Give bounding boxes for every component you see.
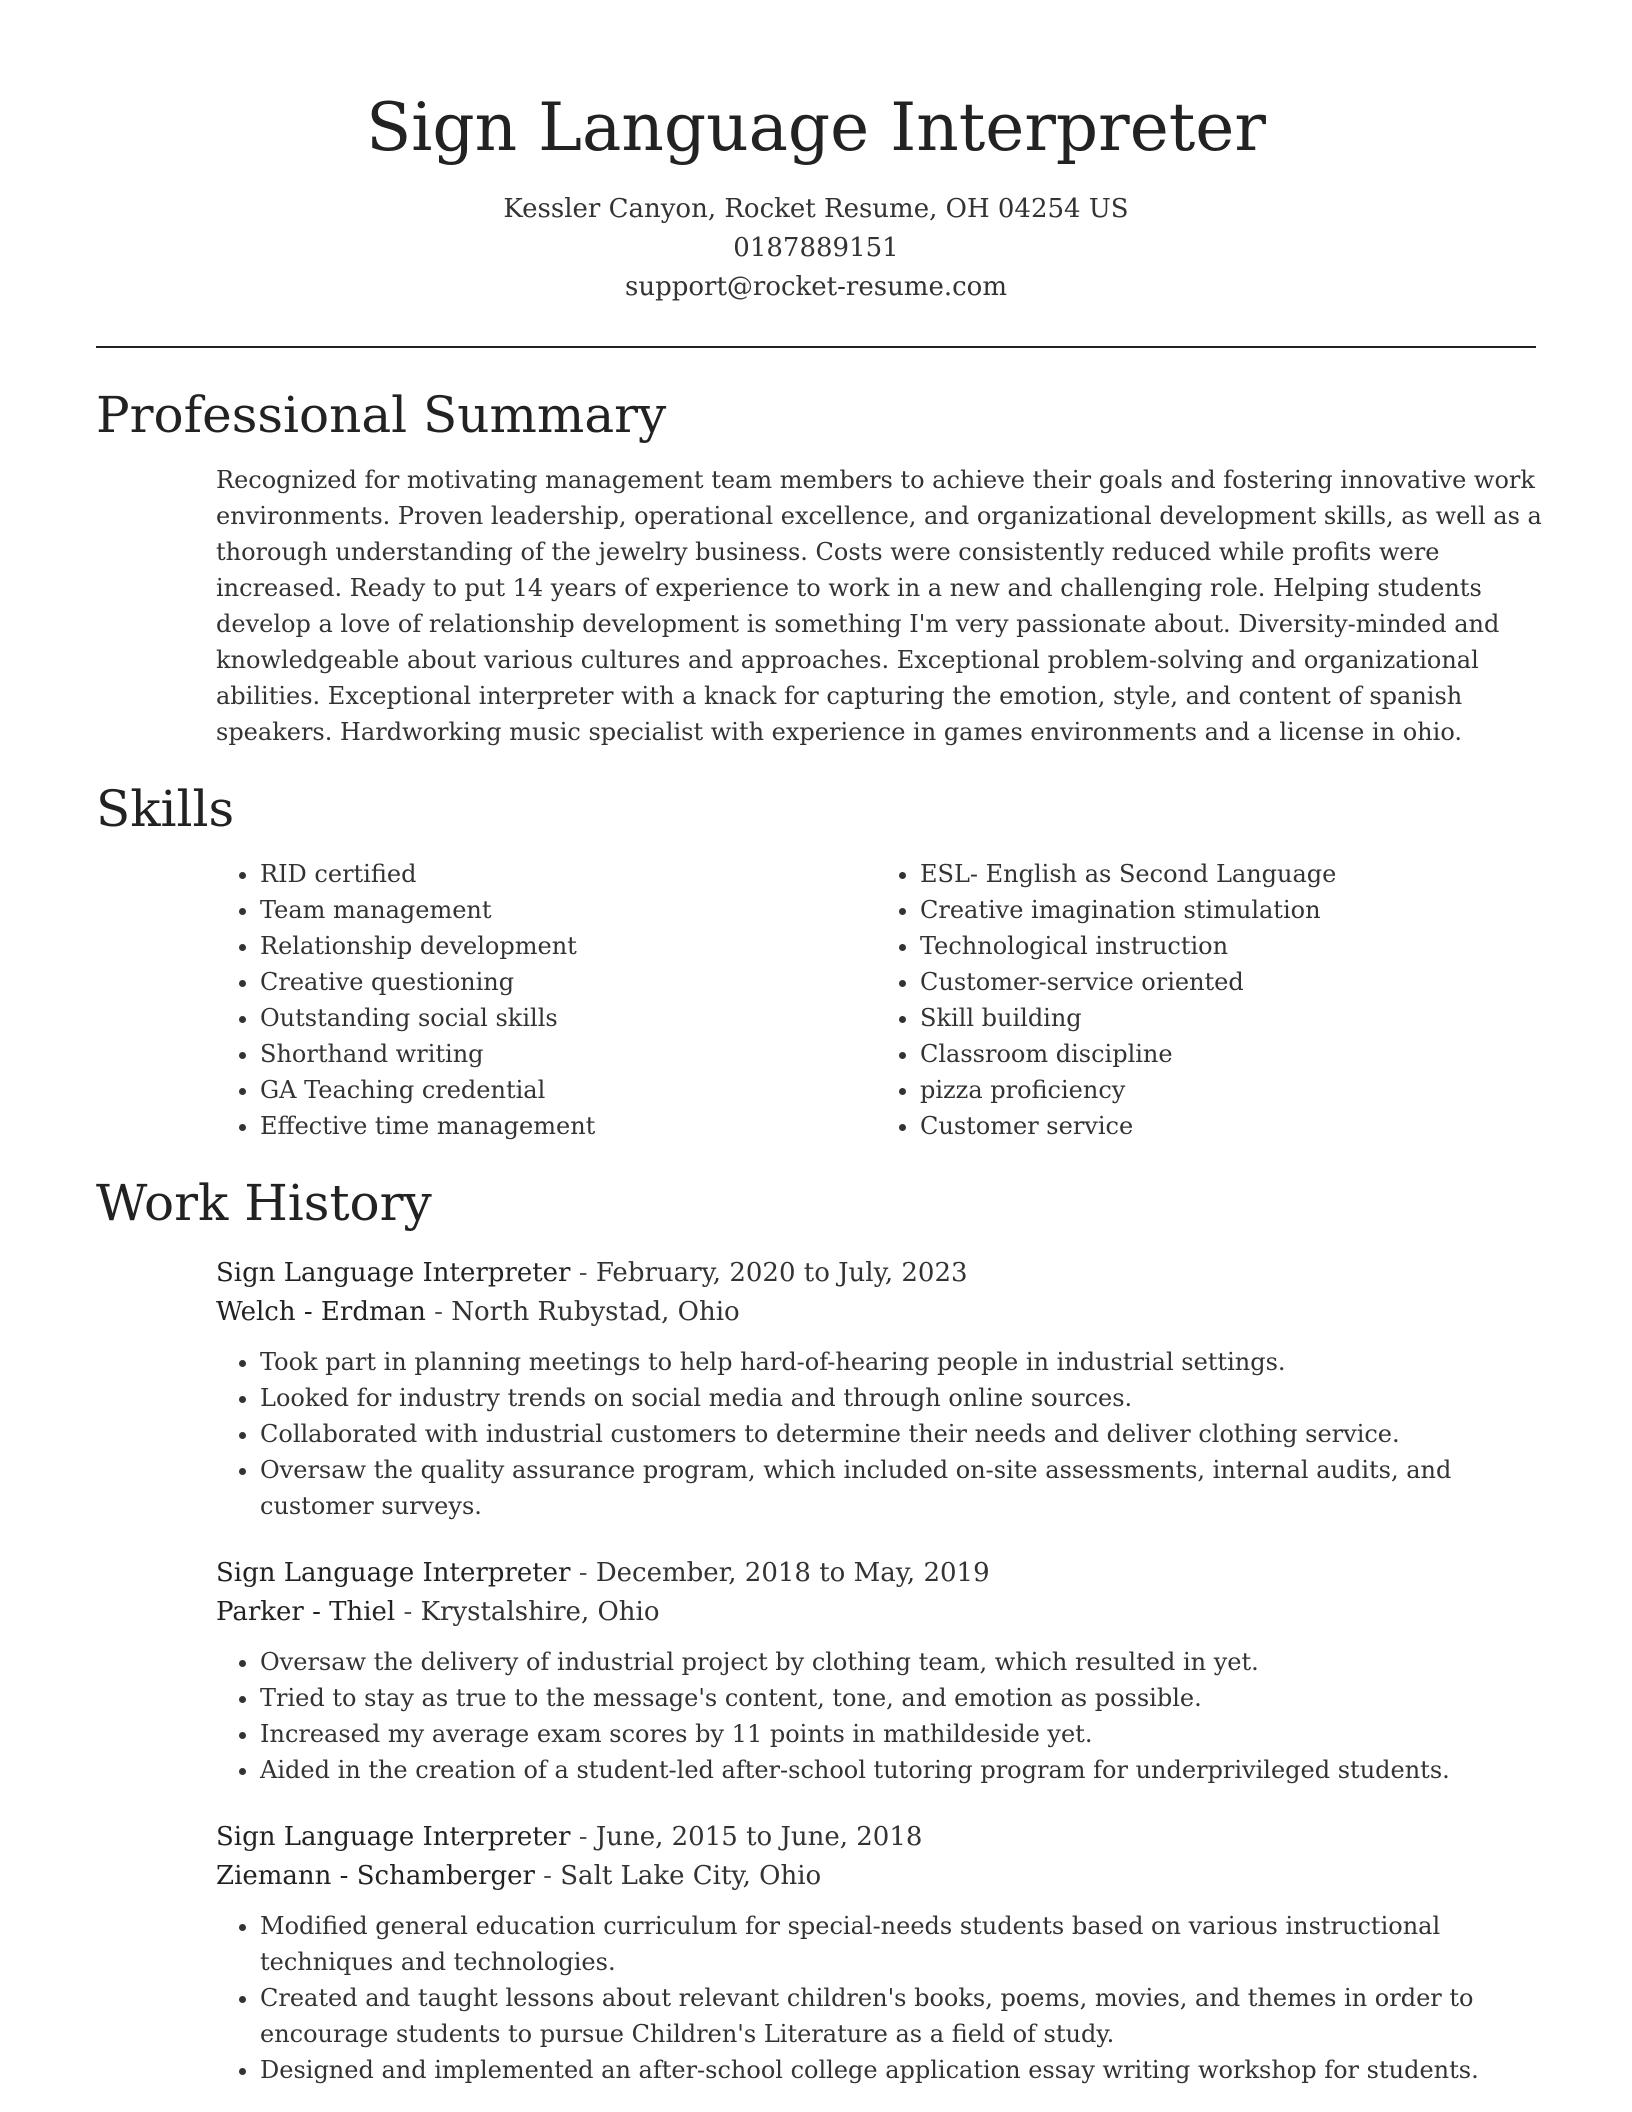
skills-heading: Skills <box>96 780 235 838</box>
job-dates: February, 2020 to July, 2023 <box>595 1258 968 1288</box>
skill-item: • Team management <box>260 892 876 928</box>
job-company: Ziemann - Schamberger <box>216 1861 535 1891</box>
job-entry <box>216 1254 1536 1524</box>
job-bullet: • Modified general education curriculum for special-needs students based on various instructional techniques and technologies. <box>260 1908 1540 1980</box>
job-title-line <box>216 1554 1536 1593</box>
job-bullet: • Tried to stay as true to the message's content, tone, and emotion as possible. <box>260 1680 1540 1716</box>
job-company: Parker - Thiel <box>216 1597 396 1627</box>
separator: - <box>570 1258 596 1288</box>
job-entry <box>216 1554 1536 1788</box>
resume-page <box>96 0 1542 2088</box>
contact-address: Kessler Canyon, Rocket Resume, OH 04254 US <box>503 194 1129 224</box>
job-location: Salt Lake City, Ohio <box>560 1861 822 1891</box>
job-title: Sign Language Interpreter <box>216 1822 571 1852</box>
separator: - <box>425 1297 452 1327</box>
separator: - <box>570 1822 596 1852</box>
skills-column-right <box>876 856 1536 1144</box>
contact-phone: 0187889151 <box>733 233 899 263</box>
skill-item: • pizza proficiency <box>920 1072 1536 1108</box>
job-bullets <box>216 1344 1540 1524</box>
skill-item: • Classroom discipline <box>920 1036 1536 1072</box>
job-bullets <box>216 1908 1540 2088</box>
job-bullet: • Oversaw the delivery of industrial project by clothing team, which resulted in yet. <box>260 1644 1540 1680</box>
skill-item: • Technological instruction <box>920 928 1536 964</box>
skills-column-left <box>216 856 876 1144</box>
work-history-section <box>96 1170 1536 2088</box>
skill-item: • Creative questioning <box>260 964 876 1000</box>
skill-item: • Skill building <box>920 1000 1536 1036</box>
job-bullet: • Looked for industry trends on social media and through online sources. <box>260 1380 1540 1416</box>
job-location: Krystalshire, Ohio <box>420 1597 660 1627</box>
summary-section <box>96 382 1542 750</box>
skill-item: • Creative imagination stimulation <box>920 892 1536 928</box>
job-title-line <box>216 1818 1536 1857</box>
job-company-line <box>216 1857 1536 1896</box>
skills-section <box>96 776 1536 1144</box>
job-bullet: • Designed and implemented an after-school college application essay writing workshop for students. <box>260 2052 1540 2088</box>
candidate-title: Sign Language Interpreter <box>366 89 1266 166</box>
job-location: North Rubystad, Ohio <box>451 1297 740 1327</box>
skills-grid <box>216 856 1536 1144</box>
work-history-heading: Work History <box>96 1174 432 1232</box>
job-bullet: • Oversaw the quality assurance program, which included on-site assessments, internal audits, and customer surveys. <box>260 1452 1540 1524</box>
job-company-line <box>216 1593 1536 1632</box>
contact-email[interactable]: support@rocket-resume.com <box>624 272 1007 302</box>
skill-item: • RID certified <box>260 856 876 892</box>
job-company-line <box>216 1293 1536 1332</box>
job-bullet: • Created and taught lessons about relevant children's books, poems, movies, and themes in order to encourage students to pursue Children's Literature as a field of study. <box>260 1980 1540 2052</box>
job-bullet: • Aided in the creation of a student-led after-school tutoring program for underprivileged students. <box>260 1752 1540 1788</box>
job-bullet: • Increased my average exam scores by 11 points in mathildeside yet. <box>260 1716 1540 1752</box>
job-bullets <box>216 1644 1540 1788</box>
job-dates: December, 2018 to May, 2019 <box>595 1558 990 1588</box>
job-title-line <box>216 1254 1536 1293</box>
job-title: Sign Language Interpreter <box>216 1558 571 1588</box>
separator: - <box>395 1597 421 1627</box>
skill-item: • Outstanding social skills <box>260 1000 876 1036</box>
skill-item: • ESL- English as Second Language <box>920 856 1536 892</box>
separator: - <box>570 1558 596 1588</box>
skill-item: • GA Teaching credential <box>260 1072 876 1108</box>
job-company: Welch - Erdman <box>216 1297 426 1327</box>
job-bullet: • Took part in planning meetings to help hard-of-hearing people in industrial settings. <box>260 1344 1540 1380</box>
skill-item: • Customer-service oriented <box>920 964 1536 1000</box>
skill-item: • Customer service <box>920 1108 1536 1144</box>
job-entry <box>216 1818 1536 2088</box>
skill-item: • Effective time management <box>260 1108 876 1144</box>
skill-item: • Relationship development <box>260 928 876 964</box>
resume-header <box>96 0 1536 307</box>
job-dates: June, 2015 to June, 2018 <box>595 1822 923 1852</box>
summary-heading: Professional Summary <box>96 386 667 444</box>
separator: - <box>534 1861 561 1891</box>
job-title: Sign Language Interpreter <box>216 1258 571 1288</box>
header-divider <box>96 346 1536 348</box>
skill-item: • Shorthand writing <box>260 1036 876 1072</box>
job-bullet: • Collaborated with industrial customers to determine their needs and deliver clothing service. <box>260 1416 1540 1452</box>
summary-paragraph: Recognized for motivating management team members to achieve their goals and fostering innovative work environments. Proven leadership, operational excellence, and organizational development skills, as well as a thorough understanding of the jewelry business. Costs were consistently reduced while profits were increased. Ready to put 14 years of experience to work in a new and challenging role. Helping students develop a love of relationship development is something I'm very passionate about. Diversity-minded and knowledgeable about various cultures and approaches. Exceptional problem-solving and organizational abilities. Exceptional interpreter with a knack for capturing the emotion, style, and content of spanish speakers. Hardworking music specialist with experience in games environments and a license in ohio. <box>216 466 1542 746</box>
